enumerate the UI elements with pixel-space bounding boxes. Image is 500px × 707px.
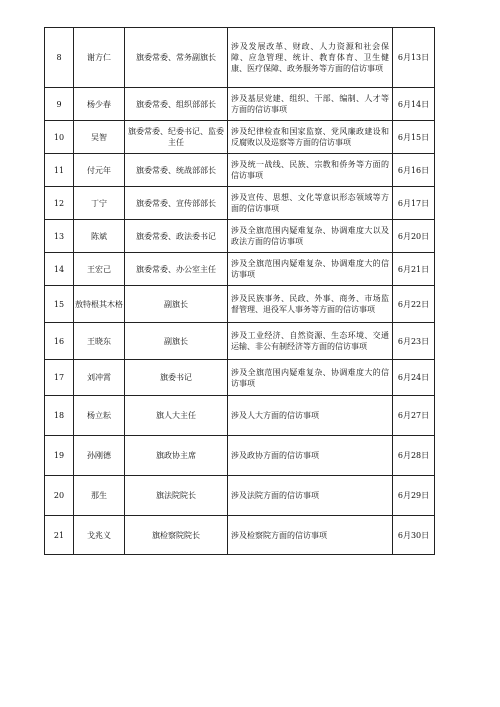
- reception-date: 6月27日: [393, 396, 435, 436]
- person-name: 孙刚德: [74, 436, 125, 476]
- row-number: 15: [45, 286, 74, 323]
- petition-scope: 涉及全旗范围内疑难复杂、协调难度大的信访事项: [228, 360, 393, 396]
- row-number: 14: [45, 253, 74, 286]
- petition-scope: 涉及统一战线、民族、宗教和侨务等方面的信访事项: [228, 154, 393, 187]
- table-row: [45, 187, 435, 220]
- person-name: 王晓东: [74, 323, 125, 360]
- table-body: [45, 28, 435, 555]
- row-number: 13: [45, 220, 74, 253]
- person-position: 旗委常委、纪委书记、监委主任: [125, 121, 228, 154]
- person-position: 旗人大主任: [125, 396, 228, 436]
- table-row: [45, 286, 435, 323]
- row-number: 9: [45, 88, 74, 121]
- person-position: 旗检察院院长: [125, 516, 228, 555]
- person-name: 丁宁: [74, 187, 125, 220]
- person-name: 王宏己: [74, 253, 125, 286]
- row-number: 21: [45, 516, 74, 555]
- row-number: 19: [45, 436, 74, 476]
- table-row: [45, 516, 435, 555]
- table-row: [45, 28, 435, 88]
- row-number: 12: [45, 187, 74, 220]
- row-number: 20: [45, 476, 74, 516]
- person-position: 旗委常委、统战部部长: [125, 154, 228, 187]
- person-name: 付元年: [74, 154, 125, 187]
- person-position: 副旗长: [125, 286, 228, 323]
- table-row: [45, 476, 435, 516]
- person-name: 戈兆义: [74, 516, 125, 555]
- table-row: [45, 154, 435, 187]
- reception-date: 6月20日: [393, 220, 435, 253]
- table-row: [45, 436, 435, 476]
- reception-date: 6月13日: [393, 28, 435, 88]
- row-number: 8: [45, 28, 74, 88]
- petition-scope: 涉及宣传、思想、文化等意识形态领域等方面的信访事项: [228, 187, 393, 220]
- reception-date: 6月23日: [393, 323, 435, 360]
- person-name: 吴智: [74, 121, 125, 154]
- reception-schedule-table: [44, 27, 435, 555]
- petition-scope: 涉及纪律检查和国家监察、党风廉政建设和反腐败以及巡察等方面的信访事项: [228, 121, 393, 154]
- table-row: [45, 220, 435, 253]
- petition-scope: 涉及发展改革、财政、人力资源和社会保障、应急管理、统计、教育体育、卫生健康、医疗保障、政务服务等方面的信访事项: [228, 28, 393, 88]
- reception-date: 6月15日: [393, 121, 435, 154]
- person-position: 旗委常委、政法委书记: [125, 220, 228, 253]
- reception-date: 6月22日: [393, 286, 435, 323]
- person-position: 副旗长: [125, 323, 228, 360]
- row-number: 17: [45, 360, 74, 396]
- person-name: 杨少春: [74, 88, 125, 121]
- table-row: [45, 323, 435, 360]
- person-position: 旗委常委、组织部部长: [125, 88, 228, 121]
- reception-date: 6月14日: [393, 88, 435, 121]
- petition-scope: 涉及政协方面的信访事项: [228, 436, 393, 476]
- petition-scope: 涉及工业经济、自然资源、生态环境、交通运输、非公有制经济等方面的信访事项: [228, 323, 393, 360]
- person-position: 旗委常委、宣传部部长: [125, 187, 228, 220]
- person-name: 杨立耘: [74, 396, 125, 436]
- person-position: 旗委书记: [125, 360, 228, 396]
- reception-date: 6月30日: [393, 516, 435, 555]
- petition-scope: 涉及全旗范围内疑难复杂、协调难度大以及政法方面的信访事项: [228, 220, 393, 253]
- person-position: 旗政协主席: [125, 436, 228, 476]
- table-row: [45, 121, 435, 154]
- reception-date: 6月16日: [393, 154, 435, 187]
- row-number: 18: [45, 396, 74, 436]
- petition-scope: 涉及全旗范围内疑难复杂、协调难度大的信访事项: [228, 253, 393, 286]
- person-position: 旗委常委、常务副旗长: [125, 28, 228, 88]
- reception-date: 6月17日: [393, 187, 435, 220]
- person-name: 那生: [74, 476, 125, 516]
- person-name: 刘冲霄: [74, 360, 125, 396]
- table-row: [45, 396, 435, 436]
- row-number: 16: [45, 323, 74, 360]
- petition-scope: 涉及人大方面的信访事项: [228, 396, 393, 436]
- table-row: [45, 253, 435, 286]
- table-row: [45, 88, 435, 121]
- petition-scope: 涉及民族事务、民政、外事、商务、市场监督管理、退役军人事务等方面的信访事项: [228, 286, 393, 323]
- reception-date: 6月29日: [393, 476, 435, 516]
- person-name: 陈斌: [74, 220, 125, 253]
- petition-scope: 涉及检察院方面的信访事项: [228, 516, 393, 555]
- row-number: 11: [45, 154, 74, 187]
- person-name: 谢方仁: [74, 28, 125, 88]
- person-position: 旗委常委、办公室主任: [125, 253, 228, 286]
- petition-scope: 涉及法院方面的信访事项: [228, 476, 393, 516]
- reception-date: 6月28日: [393, 436, 435, 476]
- petition-scope: 涉及基层党建、组织、干部、编制、人才等方面的信访事项: [228, 88, 393, 121]
- reception-date: 6月24日: [393, 360, 435, 396]
- reception-date: 6月21日: [393, 253, 435, 286]
- table-row: [45, 360, 435, 396]
- person-name: 敖特根其木格: [74, 286, 125, 323]
- person-position: 旗法院院长: [125, 476, 228, 516]
- row-number: 10: [45, 121, 74, 154]
